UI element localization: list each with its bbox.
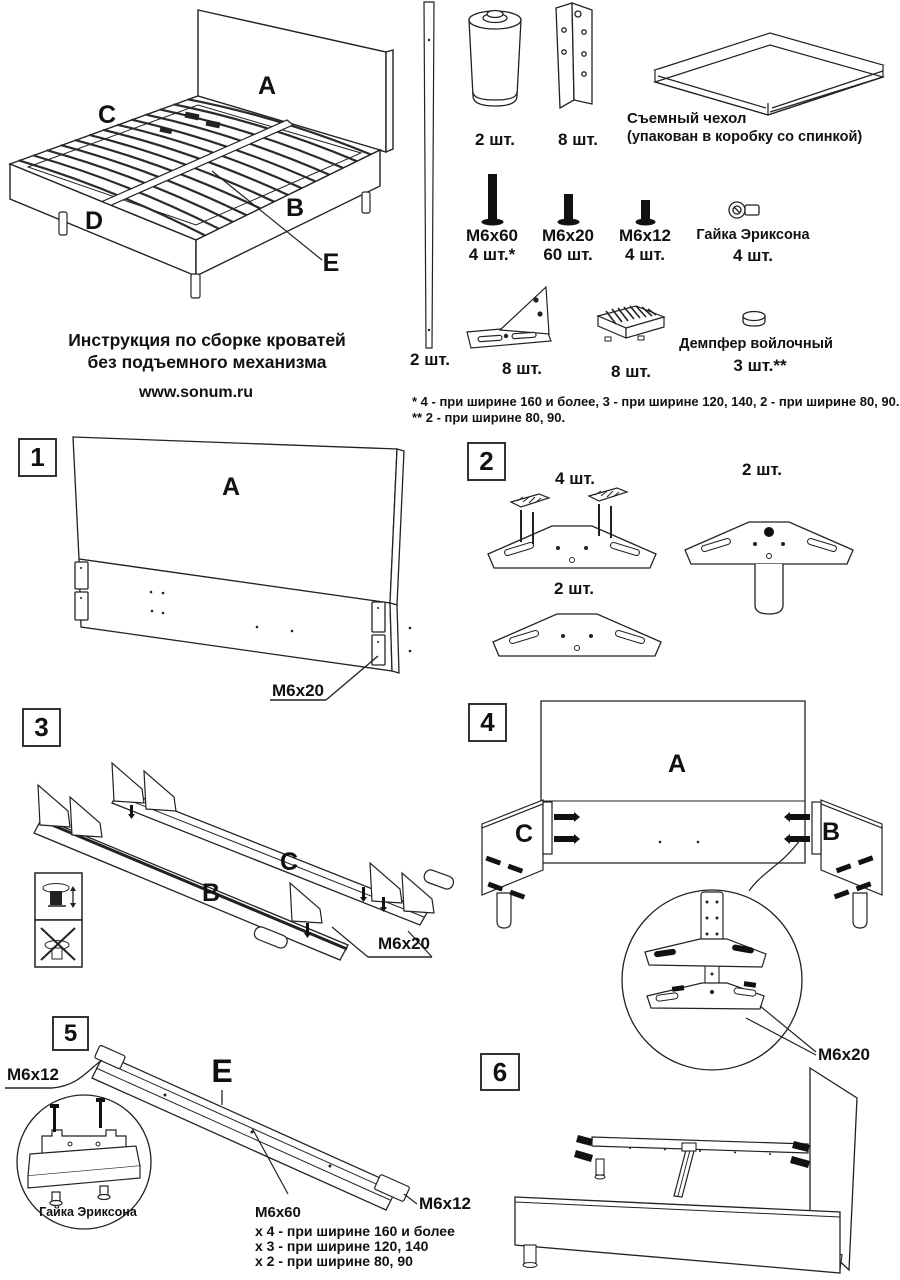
erikson-nut-icon (729, 202, 759, 218)
step4-label-rail-c: C (514, 820, 534, 848)
step2-plain-bracket-qty: 2 шт. (554, 579, 594, 598)
step3-label-rail-b: B (201, 879, 221, 907)
step-2-number: 2 (467, 442, 506, 481)
rail-shadow (45, 822, 347, 949)
angle-qty: 8 шт. (558, 130, 598, 149)
m6x20-name: M6x20 (542, 226, 594, 245)
plate-qty: 8 шт. (502, 359, 542, 378)
leg-qty: 2 шт. (475, 130, 515, 149)
step4-fastener-label: M6x20 (818, 1045, 870, 1064)
footnote-1: * 4 - при ширине 160 и более, 3 - при ширине 120, 140, 2 - при ширине 80, 90. (412, 394, 900, 409)
damper-block-part (598, 306, 664, 341)
front-board (515, 1197, 840, 1273)
step3-fastener-label: M6x20 (378, 934, 430, 953)
m6x12-qty: 4 шт. (625, 245, 665, 264)
step3-label-rail-c: C (279, 848, 299, 876)
m6x12-name: M6x12 (619, 226, 671, 245)
slat-part (424, 2, 434, 348)
nut-qty: 4 шт. (733, 246, 773, 265)
step-5-number: 5 (52, 1016, 89, 1051)
overview-label-right-rail: B (285, 194, 305, 222)
step1-headboard-illustration (60, 430, 460, 705)
step5-bolt-note1: x 4 - при ширине 160 и более (255, 1223, 455, 1239)
cover-name: Съемный чехол (627, 110, 747, 127)
leg-part (469, 11, 521, 107)
step5-fastener-right: M6x12 (419, 1194, 471, 1213)
step5-bolt-note2: x 3 - при ширине 120, 140 (255, 1238, 429, 1254)
step2-leg-bracket-qty: 2 шт. (742, 460, 782, 479)
footnote-2: ** 2 - при ширине 80, 90. (412, 410, 566, 425)
step1-label-headboard: A (221, 473, 241, 501)
foot-icons (35, 873, 82, 967)
corner-angle-part (556, 3, 592, 108)
step-4-number: 4 (468, 703, 507, 742)
step5-bolt-name: M6x60 (255, 1204, 301, 1221)
overview-label-headboard: A (257, 72, 277, 100)
felt-damper-part (743, 312, 765, 327)
overview-label-left-rail: C (97, 101, 117, 129)
step2-damper-qty: 4 шт. (555, 469, 595, 488)
cover-part (655, 33, 883, 115)
bolt-m6x12-icon (636, 200, 656, 226)
overview-bed-illustration (0, 0, 420, 320)
center-bolt (764, 527, 774, 537)
step5-bolt-note3: x 2 - при ширине 80, 90 (255, 1253, 413, 1269)
bracket-leg (755, 564, 783, 614)
step1-fastener-label: M6x20 (272, 681, 324, 700)
nut-name: Гайка Эриксона (696, 227, 810, 243)
step4-label-headboard: A (667, 750, 687, 778)
step5-fastener-left: M6x12 (7, 1065, 59, 1084)
block-qty: 8 шт. (611, 362, 651, 381)
m6x20-qty: 60 шт. (543, 245, 593, 264)
slat-qty: 2 шт. (410, 350, 450, 369)
m6x12-leader-right (404, 1194, 417, 1204)
overview-label-center-rail: E (322, 249, 340, 277)
step-6-number: 6 (480, 1053, 520, 1091)
step6-final-assembly-illustration (460, 1055, 900, 1280)
website-url: www.sonum.ru (138, 384, 254, 401)
sheet-title-line2: без подъемного механизма (87, 352, 327, 372)
step5-nut-label: Гайка Эриксона (39, 1205, 137, 1219)
m6x60-name: M6x60 (466, 226, 518, 245)
step-1-number: 1 (18, 438, 57, 477)
m6x60-qty: 4 шт.* (468, 245, 516, 264)
step4-label-rail-b: B (821, 818, 841, 846)
overview-label-foot-rail: D (84, 207, 104, 235)
bracket-plate-part (467, 287, 551, 348)
step-3-number: 3 (22, 708, 61, 747)
cover-note: (упакован в коробку со спинкой) (627, 129, 863, 145)
bolt-m6x20-icon (558, 194, 580, 226)
felt-qty: 3 шт.** (733, 356, 787, 375)
step5-label-rail-e: E (211, 1053, 233, 1089)
sheet-title-line1: Инструкция по сборке кроватей (68, 330, 346, 350)
felt-name: Демпфер войлочный (679, 336, 833, 352)
bolt-m6x60-icon (482, 174, 504, 226)
step2-brackets-illustration (465, 440, 895, 680)
